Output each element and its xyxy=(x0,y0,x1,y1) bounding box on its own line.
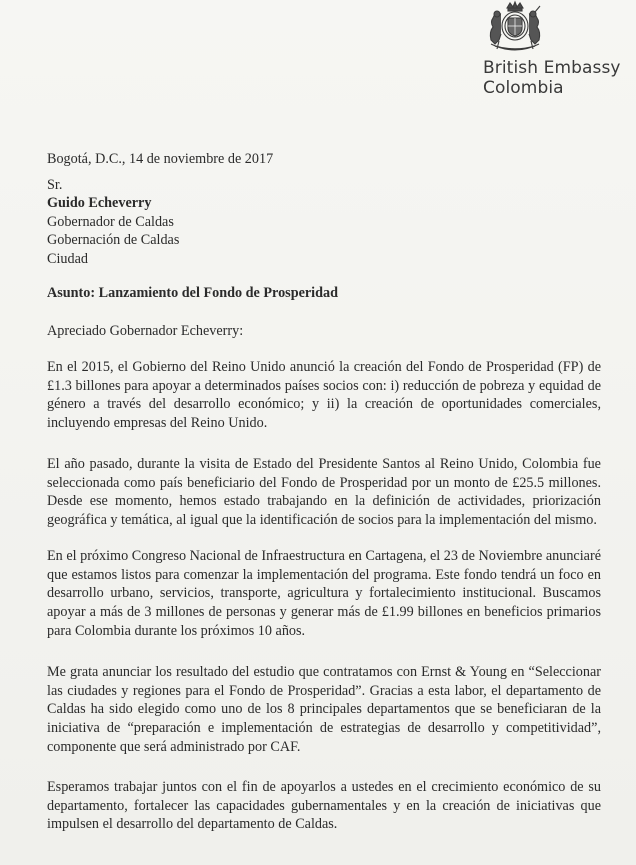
recipient-title: Gobernador de Caldas xyxy=(47,213,174,230)
royal-coat-of-arms-icon xyxy=(477,0,553,56)
recipient-block xyxy=(47,176,603,268)
letter-greeting: Apreciado Gobernador Echeverry: xyxy=(47,323,244,339)
recipient-city: Ciudad xyxy=(47,250,88,267)
body-paragraph-3: En el próximo Congreso Nacional de Infraestructura en Cartagena, el 23 de Noviembre anunciaré que estamos listos para comenzar la implementación del programa. Este fondo tendrá un foco en desarrollo urbano, servicios, transporte, agricultura y fortalecimiento institucional. Buscamos apoyar a más de 3 millones de personas y generar más de £1.99 billones en beneficios primarios para Colombia durante los próximos 10 años. xyxy=(47,548,601,639)
embassy-name-line1: British Embassy xyxy=(483,58,621,78)
embassy-name xyxy=(483,58,621,98)
recipient-name: Guido Echeverry xyxy=(47,195,152,212)
body-paragraph-5: Esperamos trabajar juntos con el fin de apoyarlos a ustedes en el crecimiento económico de su departamento, fortalecer las capacidades gubernamentales y en la creación de iniciativas que impulsen el desarrollo del departamento de Caldas. xyxy=(47,779,601,833)
body-paragraph-4: Me grata anunciar los resultado del estudio que contratamos con Ernst & Young en “Seleccionar las ciudades y regiones para el Fondo de Prosperidad”. Gracias a esta labor, el departamento de Caldas ha sido elegido como uno de los 8 principales departamentos que se beneficiaran de la iniciativa de “preparación e implementación de estrategias de desarrollo y competitividad”, componente que será administrado por CAF. xyxy=(47,664,601,755)
letter-subject: Asunto: Lanzamiento del Fondo de Prosperidad xyxy=(47,285,339,301)
embassy-name-line2: Colombia xyxy=(483,78,564,98)
letter-date: Bogotá, D.C., 14 de noviembre de 2017 xyxy=(47,151,274,167)
recipient-salutation: Sr. xyxy=(47,177,63,193)
body-paragraph-2: El año pasado, durante la visita de Estado del Presidente Santos al Reino Unido, Colombia fue seleccionada como país beneficiario del Fondo de Prosperidad por un monto de £25.5 millones. Desde ese momento, hemos estado trabajando en la definición de actividades, priorización geográfica y temática, al igual que la identificación de socios para la implementación del mismo. xyxy=(47,456,601,529)
body-paragraph-1: En el 2015, el Gobierno del Reino Unido anunció la creación del Fondo de Prosperidad (FP) de £1.3 billones para apoyar a determinados países socios con: i) reducción de pobreza y equidad de género a través del desarrollo económico; y ii) la creación de oportunidades comerciales, incluyendo empresas del Reino Unido. xyxy=(47,359,601,432)
recipient-office: Gobernación de Caldas xyxy=(47,232,180,249)
